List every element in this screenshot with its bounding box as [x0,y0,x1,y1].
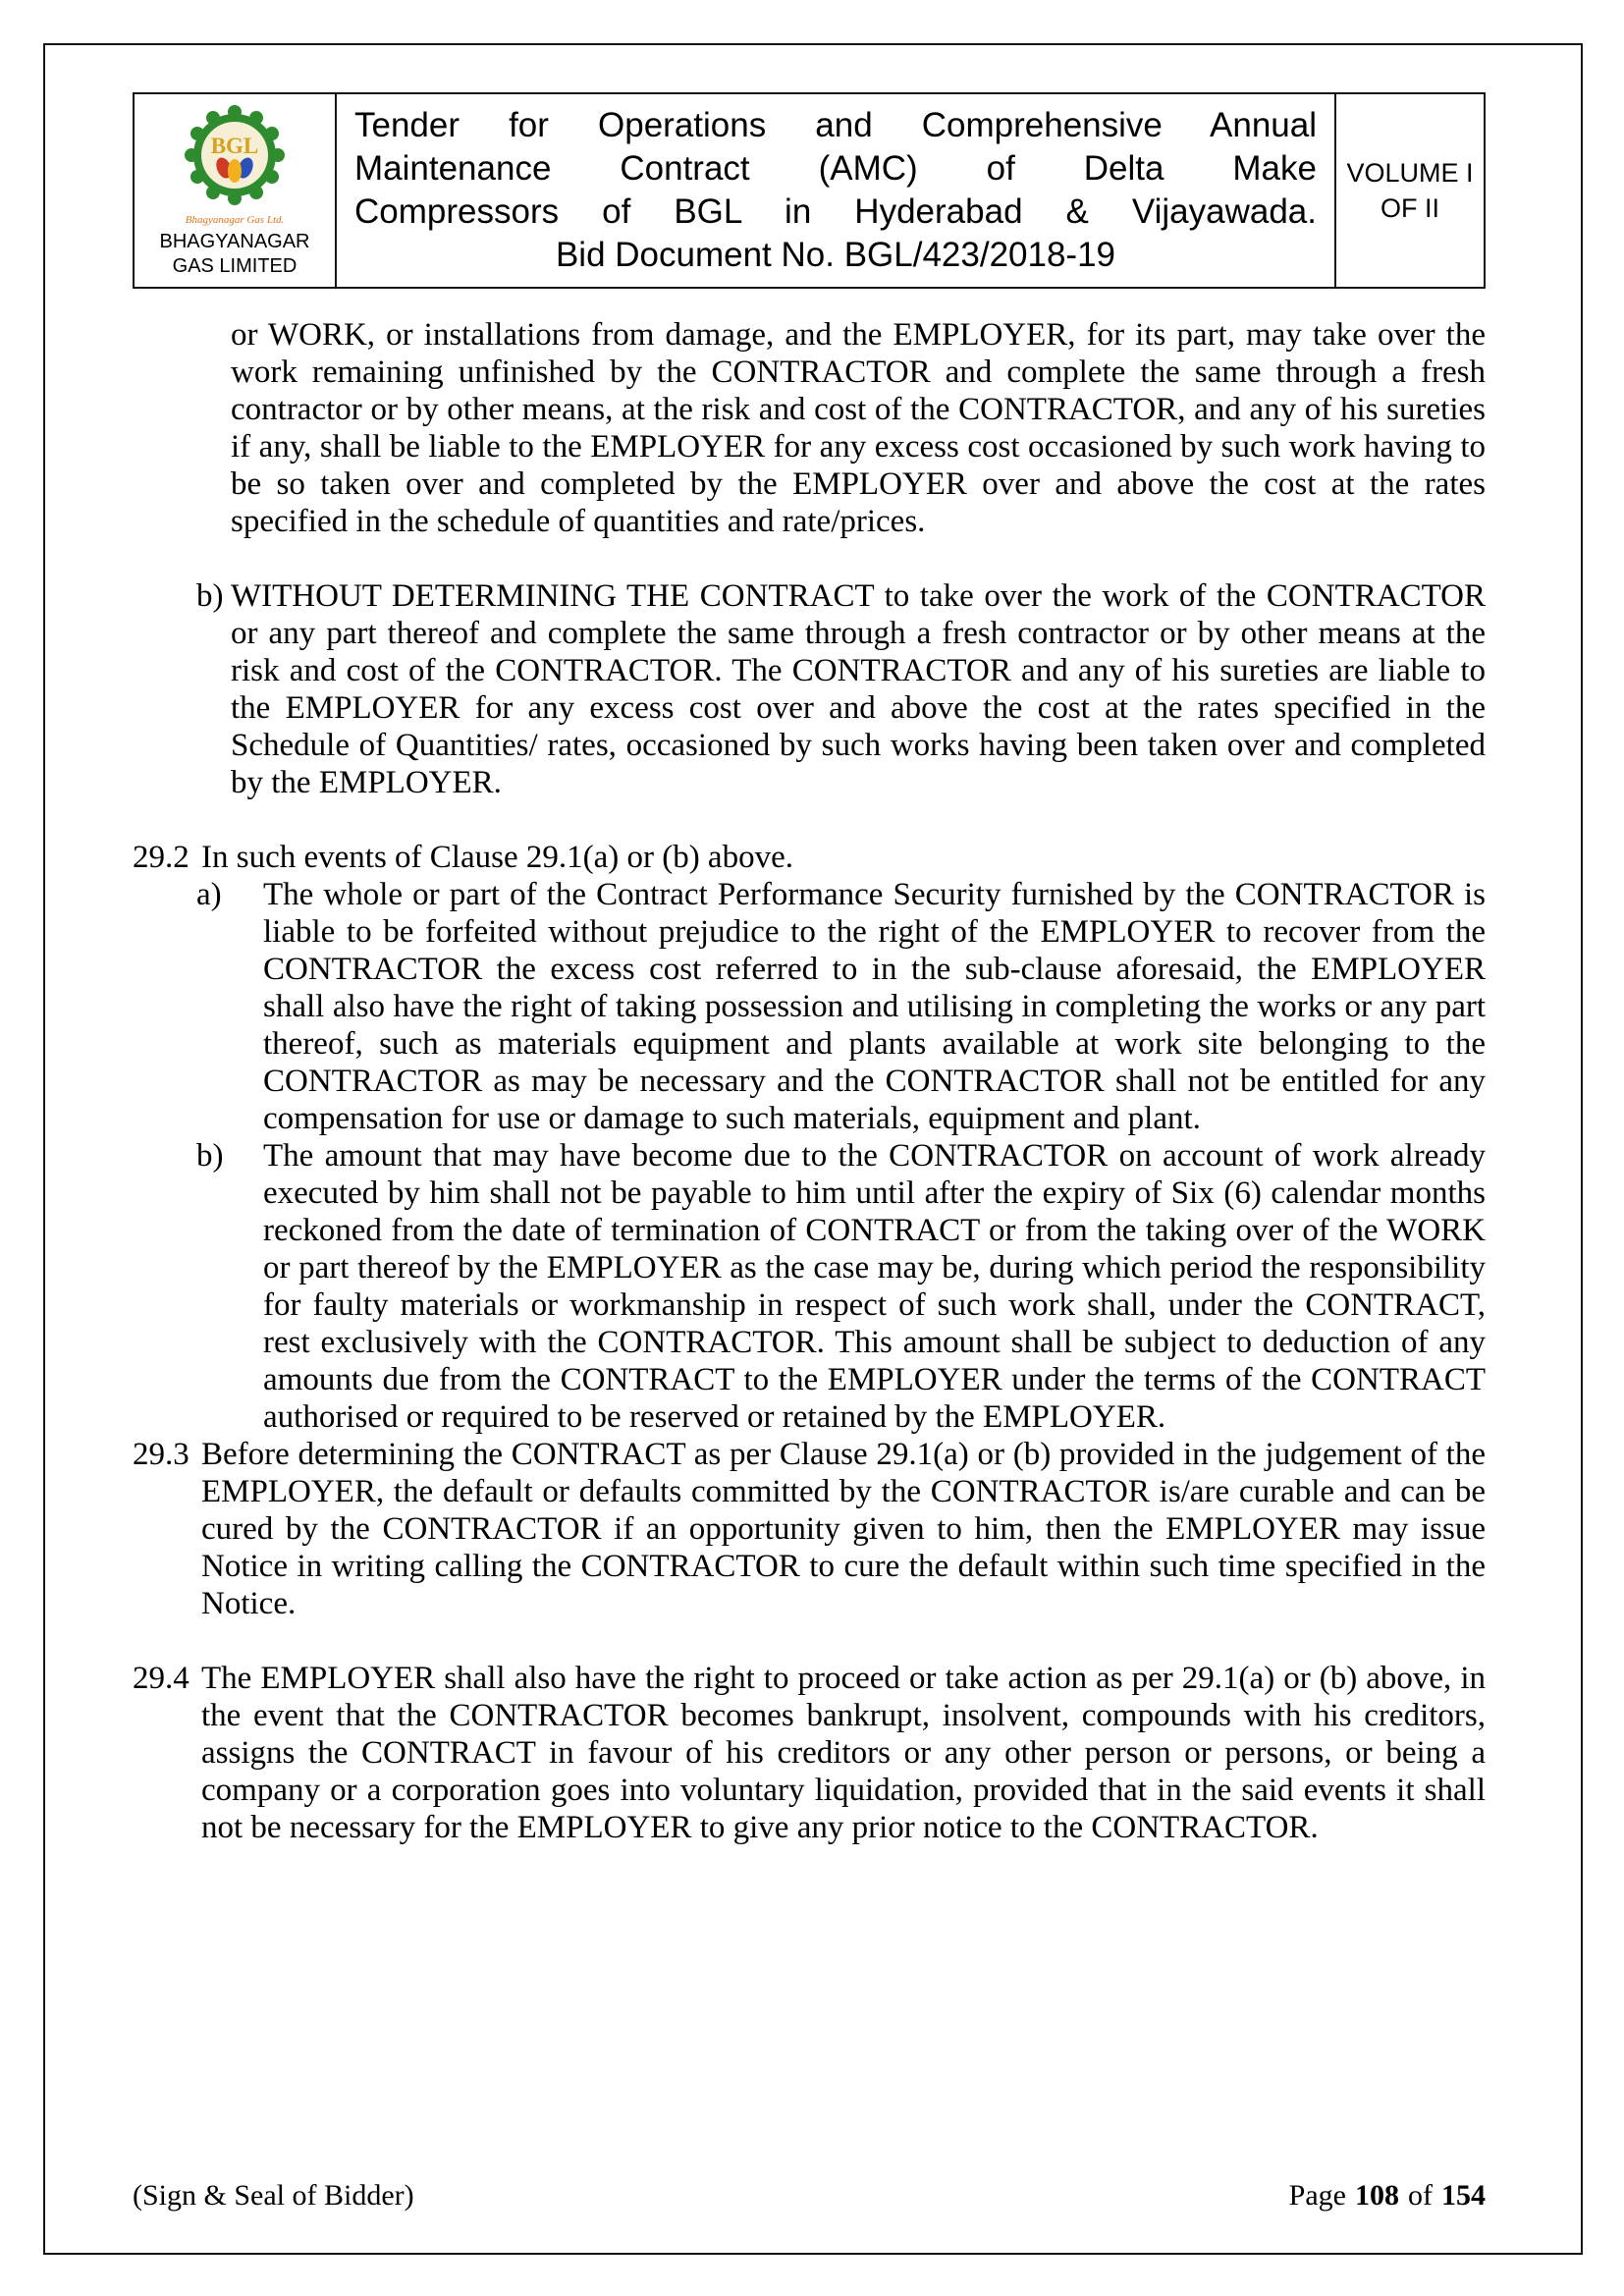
tender-title-line: Maintenance Contract (AMC) of Delta Make [354,149,1317,188]
clause-label: b) [196,1138,224,1174]
clause-29-1-b [196,577,1486,801]
clause-body [133,316,1486,1846]
page-footer [133,2178,1486,2214]
clause-29-1-a-continuation [231,316,1486,540]
clause-text: The amount that may have become due to the CONTRACTOR on account of work already executed by him shall not be payable to him until after the expiry of Six (6) calendar months reckoned from the date of termination of CONTRACT or from the taking over of the WORK or part thereof by the EMPLOYER as the case may be, during which period the responsibility for faulty materials or workmanship in respect of such work shall, under the CONTRACT, rest exclusively with the CONTRACTOR. This amount shall be subject to deduction of any amounts due from the CONTRACT to the EMPLOYER under the terms of the CONTRACT authorised or required to be reserved or retained by the EMPLOYER. [263,1138,1486,1435]
clause-29-2-a [196,876,1486,1137]
clause-label: a) [196,877,222,912]
volume-label-line1: VOLUME I [1346,158,1474,188]
clause-text: The whole or part of the Contract Performance Security furnished by the CONTRACTOR is liable to be forfeited without prejudice to the right of the EMPLOYER to recover from the CONTRACTOR the excess cost referred to in the sub-clause aforesaid, the EMPLOYER shall also have the right of taking possession and utilising in completing the works or any part thereof, such as materials equipment and plants available at work site belonging to the CONTRACTOR as may be necessary and the CONTRACTOR shall not be entitled for any compensation for use or damage to such materials, equipment and plant. [263,877,1486,1136]
current-page-number: 108 [1355,2179,1399,2212]
clause-29-4 [133,1660,1486,1846]
title-cell [336,93,1335,288]
total-page-number: 154 [1441,2179,1486,2212]
clause-text: WITHOUT DETERMINING THE CONTRACT to take over the work of the CONTRACTOR or any part thereof and complete the same through a fresh contractor or by other means at the risk and cost of the CONTRACTOR. The CONTRACTOR and any of his sureties are liable to the EMPLOYER for any excess cost over and above the cost at the rates specified in the Schedule of Quantities/ rates, occasioned by such works having been taken over and completed by the EMPLOYER. [231,578,1486,800]
clause-number: 29.2 [133,840,189,875]
clause-29-2 [133,839,1486,876]
clause-text: Before determining the CONTRACT as per Clause 29.1(a) or (b) provided in the judgement of the EMPLOYER, the default or defaults committed by the CONTRACTOR is/are curable and can be cured by the CONTRACTOR if an opportunity given to him, then the EMPLOYER may issue Notice in writing calling the CONTRACTOR to cure the default within such time specified in the Notice. [201,1437,1486,1621]
document-header [133,92,1486,289]
clause-29-3 [133,1436,1486,1622]
clause-text: or WORK, or installations from damage, and the EMPLOYER, for its part, may take over the work remaining unfinished by the CONTRACTOR and complete the same through a fresh contractor or by other means, at the risk and cost of the CONTRACTOR, and any of his sureties if any, shall be liable to the EMPLOYER for any excess cost occasioned by such work having to be so taken over and completed by the EMPLOYER over and above the cost at the rates specified in the schedule of quantities and rate/prices. [231,317,1486,539]
sign-seal-label: (Sign & Seal of Bidder) [133,2179,414,2212]
clause-text: In such events of Clause 29.1(a) or (b) above. [201,840,793,875]
bgl-logo-icon [181,104,289,228]
logo-caption: Bhagyanagar Gas Ltd. [185,214,285,226]
clause-number: 29.3 [133,1437,189,1472]
clause-29-2-b [196,1137,1486,1436]
logo-monogram: BGL [210,134,259,158]
company-name: BHAGYANAGAR GAS LIMITED [159,231,310,277]
bid-document-number: Bid Document No. BGL/423/2018-19 [555,236,1116,274]
clause-number: 29.4 [133,1661,189,1696]
page-content [133,92,1486,1846]
tender-title-line: Compressors of BGL in Hyderabad & Vijayawada. [354,192,1317,231]
clause-label: b) [196,578,224,614]
volume-cell [1335,93,1485,288]
tender-title-line: Tender for Operations and Comprehensive Annual [354,106,1317,144]
logo-cell [134,93,336,288]
of-word: of [1408,2179,1433,2212]
clause-text: The EMPLOYER shall also have the right to proceed or take action as per 29.1(a) or (b) above, in the event that the CONTRACTOR becomes bankrupt, insolvent, compounds with his creditors, assigns the CONTRACT in favour of his creditors or any other person or persons, or being a company or a corporation goes into voluntary liquidation, provided that in the said events it shall not be necessary for the EMPLOYER to give any prior notice to the CONTRACTOR. [201,1661,1486,1845]
volume-label-line2: OF II [1380,193,1439,223]
page-word: Page [1288,2179,1346,2212]
page-indicator [1289,2178,1486,2214]
